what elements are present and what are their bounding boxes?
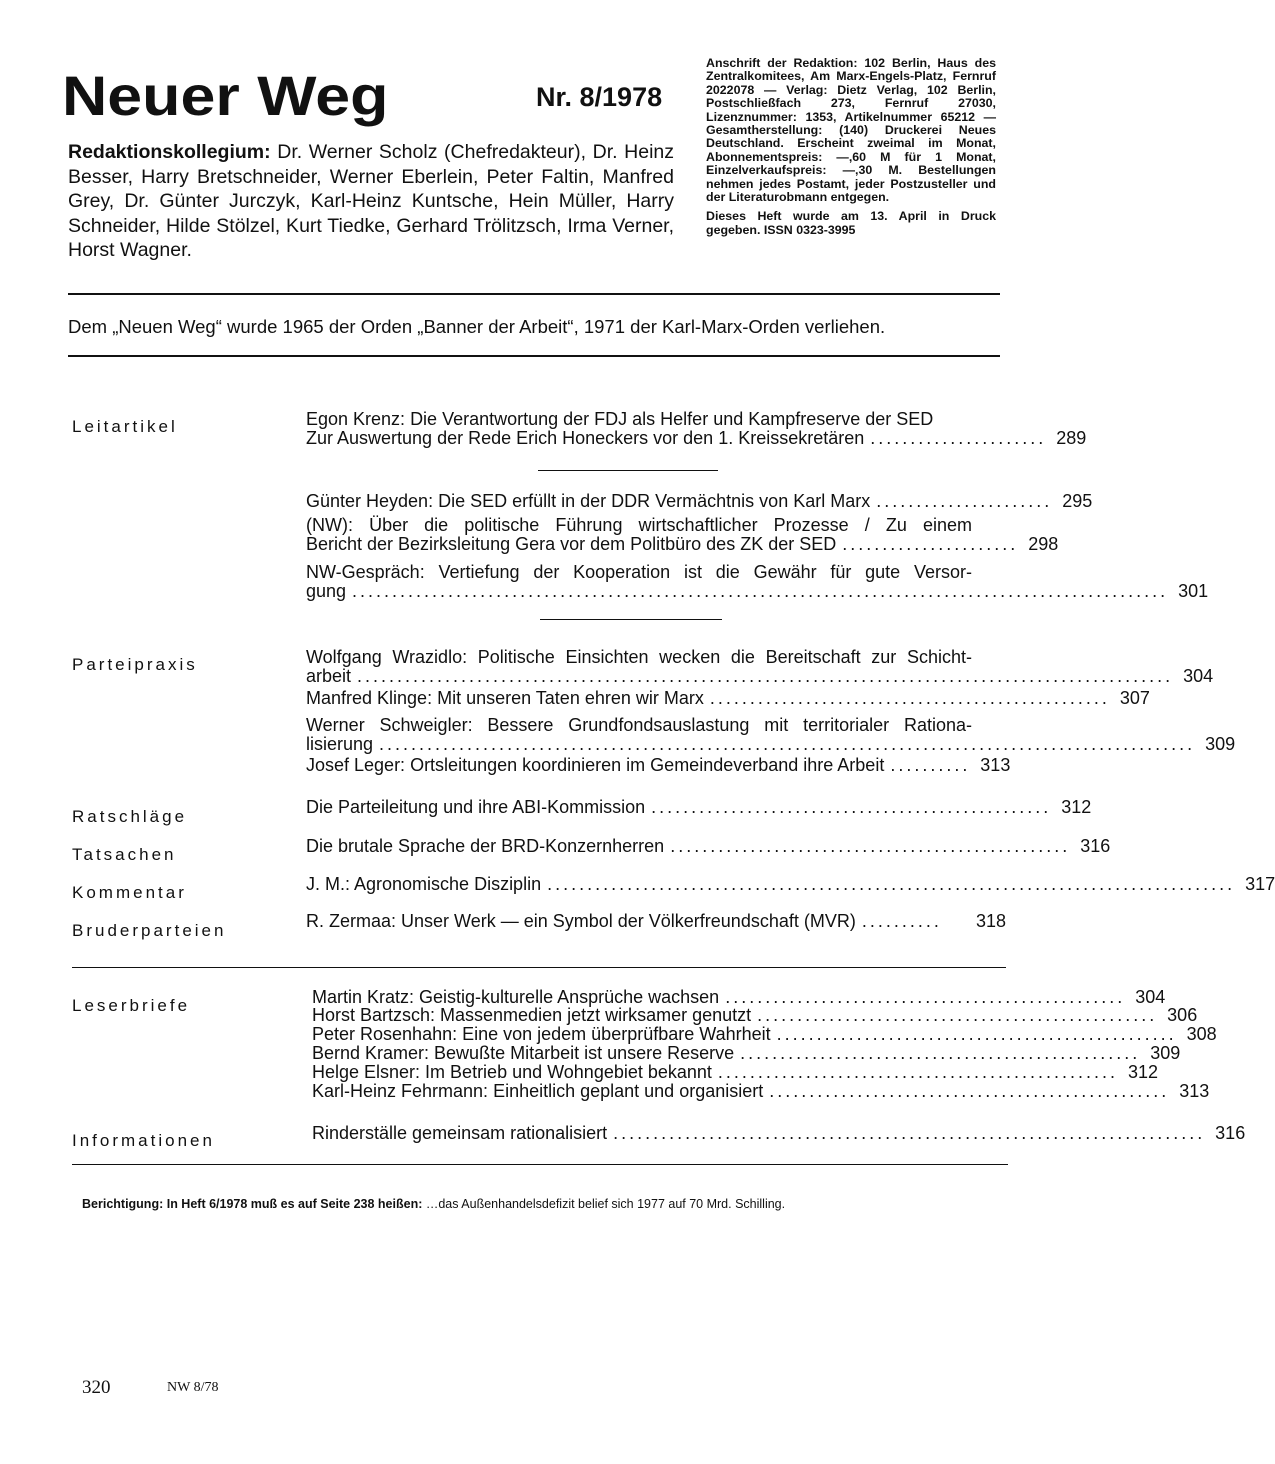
toc-page-number: 316 — [1080, 836, 1111, 856]
section-ratschlaege: Ratschläge — [72, 807, 188, 826]
toc-entry-text: Werner Schweigler: Bessere Grundfondsauslastung mit territorialer Rationa- — [306, 715, 972, 735]
section-leitartikel: Leitartikel — [72, 417, 178, 436]
page-number: 320 — [82, 1377, 111, 1398]
section-kommentar: Kommentar — [72, 883, 187, 902]
masthead-title: Neuer Weg — [62, 64, 389, 127]
toc-entry-text: (NW): Über die politische Führung wirtschaftlicher Prozesse / Zu einem — [306, 515, 972, 535]
toc-entry-leger — [306, 755, 1011, 775]
leader-dots: .................................................. — [776, 1024, 1177, 1044]
toc-entry-krenz — [306, 409, 1087, 448]
section-informationen: Informationen — [72, 1131, 215, 1150]
toc-entry-text: lisierung — [306, 734, 374, 754]
toc-page-number: 308 — [1186, 1024, 1217, 1044]
toc-entry-text: Martin Kratz: Geistig-kulturelle Ansprüche wachsen — [312, 987, 720, 1007]
toc-entry-abi — [306, 797, 1092, 817]
short-divider — [540, 619, 722, 620]
leader-dots: .......................................................................... — [613, 1123, 1206, 1143]
toc-entry-text: NW-Gespräch: Vertiefung der Kooperation ist die Gewähr für gute Versor- — [306, 562, 972, 582]
leader-dots: .................................................. — [651, 797, 1052, 817]
toc-entry-text: Die brutale Sprache der BRD-Konzernherren — [306, 836, 665, 856]
toc-entry-bartzsch — [312, 1005, 1198, 1025]
toc-page-number: 295 — [1062, 491, 1093, 511]
toc-entry-text: gung — [306, 581, 347, 601]
toc-entry-gespraech — [306, 562, 1209, 601]
toc-page-number: 313 — [980, 755, 1011, 775]
award-line: Dem „Neuen Weg“ wurde 1965 der Orden „Banner der Arbeit“, 1971 der Karl-Marx-Orden verliehen. — [68, 316, 886, 337]
toc-entry-text: Peter Rosenhahn: Eine von jedem überprüfbare Wahrheit — [312, 1024, 771, 1044]
toc-entry-text: Bericht der Bezirksleitung Gera vor dem Politbüro des ZK der SED — [306, 534, 837, 554]
issue-reference: NW 8/78 — [167, 1380, 219, 1395]
short-divider — [538, 470, 718, 471]
leader-dots: ...................... — [842, 534, 1019, 554]
divider — [72, 1164, 1008, 1165]
toc-entry-agronomie — [306, 874, 1275, 894]
toc-entry-brd — [306, 836, 1111, 856]
toc-entry-schweigler — [306, 715, 1236, 754]
toc-entry-text: Horst Bartzsch: Massenmedien jetzt wirksamer genutzt — [312, 1005, 752, 1025]
leader-dots: .................................................. — [740, 1043, 1141, 1063]
toc-page-number: 304 — [1183, 666, 1214, 686]
toc-entry-klinge — [306, 688, 1150, 708]
toc-entry-text: Josef Leger: Ortsleitungen koordinieren im Gemeindeverband ihre Arbeit — [306, 755, 885, 775]
leader-dots: .................................................. — [717, 1062, 1118, 1082]
toc-entry-text: J. M.: Agronomische Disziplin — [306, 874, 542, 894]
toc-page-number: 312 — [1061, 797, 1092, 817]
toc-entry-text: Helge Elsner: Im Betrieb und Wohngebiet bekannt — [312, 1062, 712, 1082]
leader-dots: .................................................. — [725, 987, 1126, 1007]
section-parteipraxis: Parteipraxis — [72, 655, 198, 674]
toc-page-number: 304 — [1135, 987, 1166, 1007]
toc-entry-rinder — [312, 1123, 1246, 1143]
toc-page-number: 289 — [1056, 428, 1087, 448]
leader-dots: .................................................. — [769, 1081, 1170, 1101]
leader-dots: ...................... — [876, 491, 1053, 511]
imprint-address — [706, 57, 996, 237]
toc-entry-text: Egon Krenz: Die Verantwortung der FDJ als Helfer und Kampfreserve der SED — [306, 409, 934, 429]
leader-dots: ...................................................................................................... — [352, 581, 1169, 601]
toc-page-number: 301 — [1178, 581, 1209, 601]
toc-page-number: 317 — [1245, 874, 1275, 894]
editorial-board — [68, 140, 674, 263]
toc-page-number: 309 — [1150, 1043, 1181, 1063]
leader-dots: .......... — [861, 911, 942, 931]
editorial-board-members: Dr. Werner Scholz (Chefredakteur), Dr. Heinz Besser, Harry Bretschneider, Werner Eberlein, Peter Faltin, Manfred Grey, Dr. Günter Jurczyk, Karl-Heinz Kuntsche, Hein Müller, Harry Schneider, Hilde Stölzel, Kurt Tiedke, Gerhard Trölitzsch, Irma Verner, Horst Wagner. — [68, 141, 675, 261]
leader-dots: .......... — [890, 755, 971, 775]
toc-entry-text: Zur Auswertung der Rede Erich Honeckers vor den 1. Kreissekretären — [306, 428, 865, 448]
toc-entry-text: Wolfgang Wrazidlo: Politische Einsichten wecken die Bereitschaft zur Schicht- — [306, 647, 972, 667]
leader-dots: ...................................................................................... — [547, 874, 1236, 894]
toc-entry-text: Günter Heyden: Die SED erfüllt in der DDR Vermächtnis von Karl Marx — [306, 491, 871, 511]
divider — [68, 355, 1000, 357]
toc-page-number: 316 — [1215, 1123, 1246, 1143]
section-tatsachen: Tatsachen — [72, 845, 177, 864]
imprint-text: Anschrift der Redaktion: 102 Berlin, Haus des Zentralkomitees, Am Marx-Engels-Platz, Fernruf 2022078 — Verlag: Dietz Verlag, 102 Berlin, Postschließfach 273, Fernruf 27030, Lizenznummer: 1353, Artikelnummer 65212 — Gesamtherstellung: (140) Druckerei Neues Deutschland. Erscheint zweimal im Monat, Abonnementspreis: —,60 M für 1 Monat, Einzelverkaufspreis: —,30 M. Bestellungen nehmen jedes Postamt, jeder Postzusteller und der Literaturobmann entgegen. — [706, 56, 996, 205]
correction-label: Berichtigung: In Heft 6/1978 muß es auf Seite 238 heißen: — [82, 1197, 423, 1211]
leader-dots: ...................................................................................................... — [357, 666, 1174, 686]
toc-entry-elsner — [312, 1062, 1158, 1082]
toc-entry-text: R. Zermaa: Unser Werk — ein Symbol der Völkerfreundschaft (MVR) — [306, 911, 856, 931]
toc-page-number: 313 — [1179, 1081, 1210, 1101]
toc-page-number: 309 — [1205, 734, 1236, 754]
toc-page-number: 307 — [1119, 688, 1150, 708]
leader-dots: .................................................. — [670, 836, 1071, 856]
toc-entry-text: Karl-Heinz Fehrmann: Einheitlich geplant und organisiert — [312, 1081, 764, 1101]
toc-entry-text: Die Parteileitung und ihre ABI-Kommission — [306, 797, 646, 817]
toc-page-number: 318 — [975, 911, 1006, 931]
toc-entry-zermaa — [306, 912, 1006, 931]
correction-text: …das Außenhandelsdefizit belief sich 1977 auf 70 Mrd. Schilling. — [425, 1197, 786, 1211]
toc-entry-text: Manfred Klinge: Mit unseren Taten ehren wir Marx — [306, 688, 704, 708]
leader-dots: .................................................. — [757, 1005, 1158, 1025]
toc-entry-heyden — [306, 491, 1093, 511]
toc-page-number: 306 — [1167, 1005, 1198, 1025]
toc-entry-nw — [306, 515, 1059, 554]
toc-page-number: 312 — [1127, 1062, 1158, 1082]
toc-entry-kramer — [312, 1043, 1181, 1063]
divider — [68, 293, 1000, 295]
toc-page-number: 298 — [1028, 534, 1059, 554]
issue-number: Nr. 8/1978 — [536, 82, 663, 112]
toc-entry-text: Bernd Kramer: Bewußte Mitarbeit ist unsere Reserve — [312, 1043, 735, 1063]
divider — [72, 967, 1006, 968]
leader-dots: ...................... — [870, 428, 1047, 448]
toc-entry-text: arbeit — [306, 666, 352, 686]
section-leserbriefe: Leserbriefe — [72, 996, 191, 1015]
toc-entry-text: Rinderställe gemeinsam rationalisiert — [312, 1123, 608, 1143]
toc-entry-rosenhahn — [312, 1024, 1217, 1044]
print-note: Dieses Heft wurde am 13. April in Druck gegeben. ISSN 0323-3995 — [706, 209, 996, 237]
leader-dots: .................................................. — [709, 688, 1110, 708]
toc-entry-wrazidlo — [306, 647, 1214, 686]
leader-dots: ...................................................................................................... — [379, 734, 1196, 754]
toc-entry-fehrmann — [312, 1081, 1210, 1101]
editorial-board-label: Redaktionskollegium: — [68, 141, 271, 163]
section-bruderparteien: Bruderparteien — [72, 921, 227, 940]
correction-note — [82, 1198, 785, 1211]
